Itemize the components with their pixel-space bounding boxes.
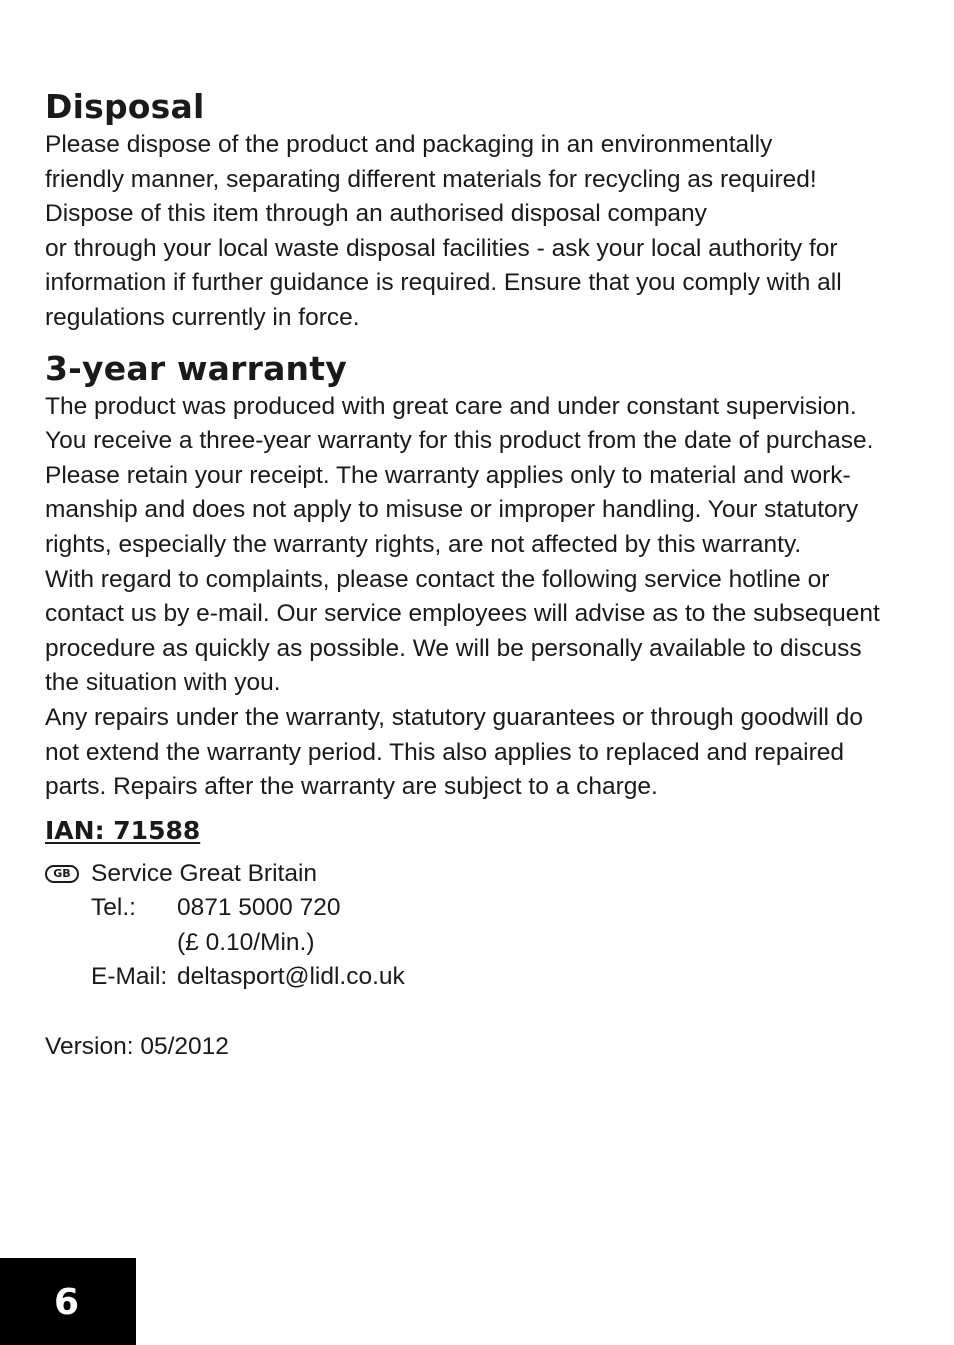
disposal-heading: Disposal xyxy=(45,87,205,126)
tel-value: 0871 5000 720 xyxy=(177,894,341,922)
gb-country-icon: GB xyxy=(45,865,79,883)
warranty-heading: 3-year warranty xyxy=(45,348,347,388)
text-line: Dispose of this item through an authorised disposal company xyxy=(45,200,707,228)
tel-rate: (£ 0.10/Min.) xyxy=(177,928,315,956)
ian-number: IAN: 71588 xyxy=(45,815,201,845)
tel-rate-spacer xyxy=(91,926,177,961)
contact-details xyxy=(91,891,915,995)
email-label: E-Mail: xyxy=(91,963,168,991)
text-line: You receive a three-year warranty for this product from the date of purchase. xyxy=(45,427,874,455)
text-line: procedure as quickly as possible. We will be personally available to discuss xyxy=(45,634,862,662)
page-content xyxy=(45,86,915,1065)
text-line: the situation with you. xyxy=(45,669,281,697)
text-line: The product was produced with great care and under constant supervision. xyxy=(45,392,857,420)
text-line: information if further guidance is required. Ensure that you comply with all xyxy=(45,269,842,297)
text-line: friendly manner, separating different materials for recycling as required! xyxy=(45,165,817,193)
disposal-paragraph xyxy=(45,128,915,336)
text-line: rights, especially the warranty rights, are not affected by this warranty. xyxy=(45,530,802,558)
text-line: regulations currently in force. xyxy=(45,303,360,331)
service-title: Service Great Britain xyxy=(91,859,318,887)
text-line: not extend the warranty period. This also applies to replaced and repaired xyxy=(45,738,845,766)
text-line: contact us by e-mail. Our service employees will advise as to the subsequent xyxy=(45,600,880,628)
text-line: Any repairs under the warranty, statutory guarantees or through goodwill do xyxy=(45,703,864,731)
version-text: Version: 05/2012 xyxy=(45,1033,229,1061)
page-number: 6 xyxy=(0,1258,136,1345)
warranty-paragraph xyxy=(45,390,915,805)
tel-label: Tel.: xyxy=(91,894,136,922)
service-title-row xyxy=(45,857,915,892)
text-line: Please dispose of the product and packaging in an environmentally xyxy=(45,131,773,158)
service-contact-block xyxy=(45,857,915,995)
text-line: manship and does not apply to misuse or improper handling. Your statutory xyxy=(45,496,859,524)
text-line: With regard to complaints, please contact the following service hotline or xyxy=(45,565,830,593)
text-line: or through your local waste disposal facilities - ask your local authority for xyxy=(45,234,838,262)
email-value: deltasport@lidl.co.uk xyxy=(177,963,405,991)
text-line: parts. Repairs after the warranty are subject to a charge. xyxy=(45,773,658,801)
text-line: Please retain your receipt. The warranty applies only to material and work- xyxy=(45,461,851,489)
